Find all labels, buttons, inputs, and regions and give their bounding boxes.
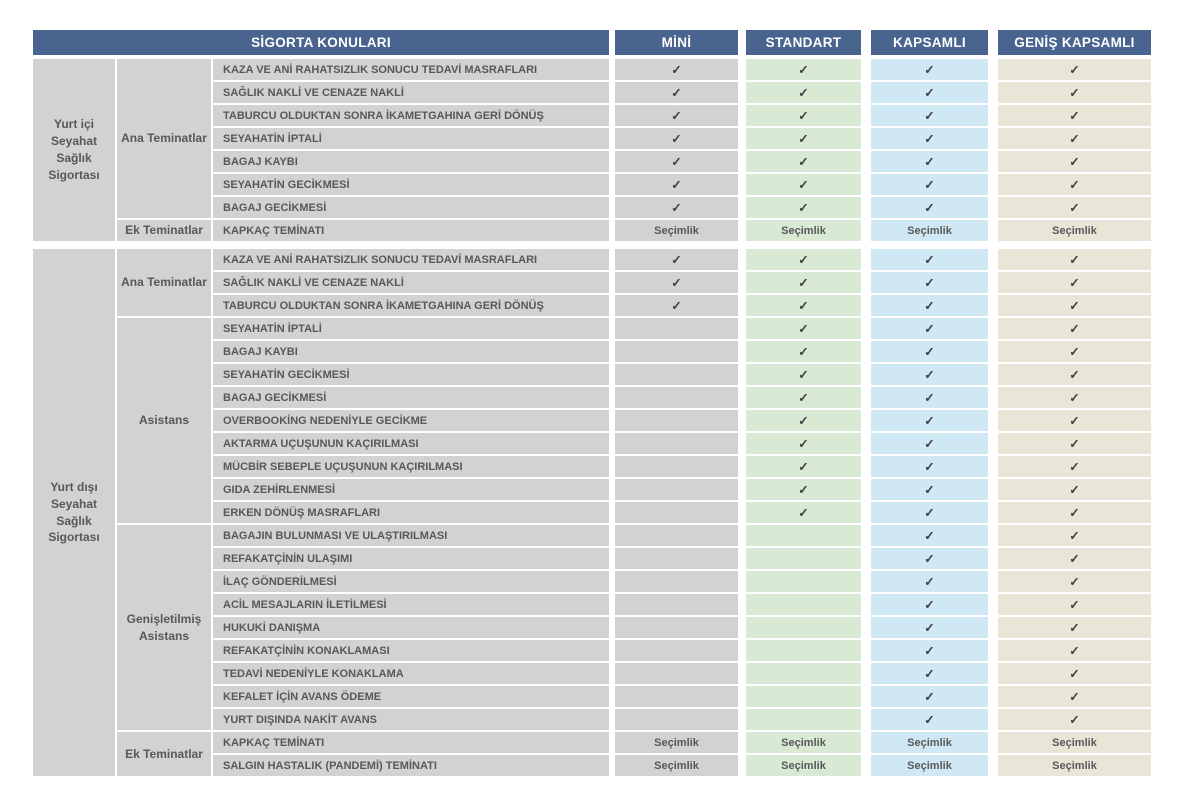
coverage-item: REFAKATÇİNİN KONAKLAMASI xyxy=(213,640,609,661)
plan-cell-genis-kapsamli: ✓ xyxy=(998,502,1151,523)
plan-cell-genis-kapsamli: ✓ xyxy=(998,128,1151,149)
plan-cell-genis-kapsamli: ✓ xyxy=(998,433,1151,454)
plan-cell-standart: ✓ xyxy=(746,197,861,218)
plan-cell-mini xyxy=(615,364,738,385)
header-plan-standart: STANDART xyxy=(746,30,861,55)
plan-cell-kapsamli: ✓ xyxy=(871,594,988,615)
plan-cell-mini xyxy=(615,617,738,638)
coverage-item: ACİL MESAJLARIN İLETİLMESİ xyxy=(213,594,609,615)
plan-cell-genis-kapsamli: ✓ xyxy=(998,197,1151,218)
coverage-item: KAPKAÇ TEMİNATI xyxy=(213,732,609,753)
plan-cell-mini xyxy=(615,502,738,523)
plan-cell-standart: ✓ xyxy=(746,105,861,126)
plan-cell-kapsamli: ✓ xyxy=(871,387,988,408)
plan-cell-genis-kapsamli: ✓ xyxy=(998,82,1151,103)
plan-cell-standart xyxy=(746,571,861,592)
plan-cell-kapsamli: ✓ xyxy=(871,105,988,126)
plan-cell-genis-kapsamli: ✓ xyxy=(998,617,1151,638)
plan-cell-standart xyxy=(746,617,861,638)
coverage-item: BAGAJIN BULUNMASI VE ULAŞTIRILMASI xyxy=(213,525,609,546)
coverage-item: OVERBOOKİNG NEDENİYLE GECİKME xyxy=(213,410,609,431)
subgroup-label: Ek Teminatlar xyxy=(117,220,211,241)
plan-cell-kapsamli: ✓ xyxy=(871,59,988,80)
coverage-item: YURT DIŞINDA NAKİT AVANS xyxy=(213,709,609,730)
plan-cell-mini xyxy=(615,686,738,707)
table-header-row xyxy=(33,30,1184,55)
plan-cell-kapsamli: ✓ xyxy=(871,197,988,218)
plan-cell-genis-kapsamli: Seçimlik xyxy=(998,732,1151,753)
plan-cell-standart: ✓ xyxy=(746,410,861,431)
plan-cell-kapsamli: Seçimlik xyxy=(871,732,988,753)
plan-cell-mini xyxy=(615,341,738,362)
coverage-item: SALGIN HASTALIK (PANDEMİ) TEMİNATI xyxy=(213,755,609,776)
plan-cell-kapsamli: ✓ xyxy=(871,128,988,149)
coverage-item: TABURCU OLDUKTAN SONRA İKAMETGAHINA GERİ DÖNÜŞ xyxy=(213,295,609,316)
group-label: Yurt dışı Seyahat Sağlık Sigortası xyxy=(33,249,115,776)
coverage-item: KAPKAÇ TEMİNATI xyxy=(213,220,609,241)
plan-cell-kapsamli: ✓ xyxy=(871,686,988,707)
plan-cell-standart: ✓ xyxy=(746,456,861,477)
plan-cell-standart: ✓ xyxy=(746,364,861,385)
plan-cell-mini xyxy=(615,456,738,477)
plan-cell-genis-kapsamli: ✓ xyxy=(998,364,1151,385)
plan-cell-mini xyxy=(615,525,738,546)
plan-cell-kapsamli: ✓ xyxy=(871,663,988,684)
plan-cell-mini: Seçimlik xyxy=(615,755,738,776)
plan-cell-genis-kapsamli: ✓ xyxy=(998,709,1151,730)
plan-cell-mini xyxy=(615,663,738,684)
plan-cell-kapsamli: Seçimlik xyxy=(871,755,988,776)
coverage-item: HUKUKİ DANIŞMA xyxy=(213,617,609,638)
plan-cell-kapsamli: Seçimlik xyxy=(871,220,988,241)
plan-cell-genis-kapsamli: ✓ xyxy=(998,387,1151,408)
plan-cell-kapsamli: ✓ xyxy=(871,502,988,523)
plan-cell-standart: ✓ xyxy=(746,249,861,270)
plan-cell-kapsamli: ✓ xyxy=(871,410,988,431)
plan-cell-mini: ✓ xyxy=(615,105,738,126)
plan-cell-genis-kapsamli: ✓ xyxy=(998,341,1151,362)
plan-cell-genis-kapsamli: ✓ xyxy=(998,105,1151,126)
plan-cell-kapsamli: ✓ xyxy=(871,272,988,293)
coverage-item: GIDA ZEHİRLENMESİ xyxy=(213,479,609,500)
plan-cell-standart: ✓ xyxy=(746,502,861,523)
plan-cell-standart xyxy=(746,640,861,661)
plan-cell-kapsamli: ✓ xyxy=(871,479,988,500)
plan-cell-standart: ✓ xyxy=(746,82,861,103)
plan-cell-kapsamli: ✓ xyxy=(871,364,988,385)
plan-cell-kapsamli: ✓ xyxy=(871,341,988,362)
plan-cell-standart: ✓ xyxy=(746,479,861,500)
coverage-item: KEFALET İÇİN AVANS ÖDEME xyxy=(213,686,609,707)
plan-cell-mini: ✓ xyxy=(615,197,738,218)
plan-cell-kapsamli: ✓ xyxy=(871,318,988,339)
plan-cell-standart: ✓ xyxy=(746,151,861,172)
section-1 xyxy=(33,59,1184,241)
plan-cell-standart: ✓ xyxy=(746,59,861,80)
coverage-item: SAĞLIK NAKLİ VE CENAZE NAKLİ xyxy=(213,82,609,103)
plan-cell-genis-kapsamli: ✓ xyxy=(998,548,1151,569)
coverage-item: TABURCU OLDUKTAN SONRA İKAMETGAHINA GERİ DÖNÜŞ xyxy=(213,105,609,126)
plan-cell-kapsamli: ✓ xyxy=(871,571,988,592)
plan-cell-standart: Seçimlik xyxy=(746,755,861,776)
plan-cell-standart: ✓ xyxy=(746,387,861,408)
plan-cell-mini: ✓ xyxy=(615,151,738,172)
coverage-item: KAZA VE ANİ RAHATSIZLIK SONUCU TEDAVİ MASRAFLARI xyxy=(213,249,609,270)
plan-cell-mini: ✓ xyxy=(615,249,738,270)
plan-cell-genis-kapsamli: ✓ xyxy=(998,318,1151,339)
plan-cell-kapsamli: ✓ xyxy=(871,249,988,270)
plan-cell-mini xyxy=(615,410,738,431)
coverage-item: SAĞLIK NAKLİ VE CENAZE NAKLİ xyxy=(213,272,609,293)
coverage-item: BAGAJ GECİKMESİ xyxy=(213,387,609,408)
table-body xyxy=(33,59,1184,776)
plan-cell-mini xyxy=(615,318,738,339)
coverage-item: SEYAHATİN GECİKMESİ xyxy=(213,174,609,195)
plan-cell-genis-kapsamli: ✓ xyxy=(998,272,1151,293)
subgroup-label: Ek Teminatlar xyxy=(117,732,211,776)
plan-cell-kapsamli: ✓ xyxy=(871,456,988,477)
plan-cell-genis-kapsamli: ✓ xyxy=(998,640,1151,661)
plan-cell-mini: Seçimlik xyxy=(615,220,738,241)
plan-cell-genis-kapsamli: ✓ xyxy=(998,59,1151,80)
plan-cell-genis-kapsamli: ✓ xyxy=(998,525,1151,546)
plan-cell-kapsamli: ✓ xyxy=(871,548,988,569)
plan-cell-kapsamli: ✓ xyxy=(871,174,988,195)
group-label: Yurt içi Seyahat Sağlık Sigortası xyxy=(33,59,115,241)
plan-cell-mini: ✓ xyxy=(615,82,738,103)
subgroup-label: Ana Teminatlar xyxy=(117,249,211,316)
plan-cell-standart xyxy=(746,686,861,707)
plan-cell-mini xyxy=(615,433,738,454)
coverage-item: REFAKATÇİNİN ULAŞIMI xyxy=(213,548,609,569)
plan-cell-mini xyxy=(615,571,738,592)
section-2 xyxy=(33,249,1184,776)
plan-cell-mini xyxy=(615,479,738,500)
plan-cell-mini xyxy=(615,387,738,408)
coverage-item: BAGAJ GECİKMESİ xyxy=(213,197,609,218)
header-plan-genis-kapsamli: GENİŞ KAPSAMLI xyxy=(998,30,1151,55)
coverage-item: TEDAVİ NEDENİYLE KONAKLAMA xyxy=(213,663,609,684)
header-plan-mini: MİNİ xyxy=(615,30,738,55)
plan-cell-genis-kapsamli: ✓ xyxy=(998,174,1151,195)
plan-cell-mini xyxy=(615,548,738,569)
plan-cell-standart xyxy=(746,709,861,730)
plan-cell-genis-kapsamli: ✓ xyxy=(998,151,1151,172)
plan-cell-standart: ✓ xyxy=(746,128,861,149)
coverage-item: AKTARMA UÇUŞUNUN KAÇIRILMASI xyxy=(213,433,609,454)
coverage-item: BAGAJ KAYBI xyxy=(213,151,609,172)
plan-cell-genis-kapsamli: ✓ xyxy=(998,456,1151,477)
plan-cell-mini: ✓ xyxy=(615,128,738,149)
subgroup-label: Ana Teminatlar xyxy=(117,59,211,218)
coverage-item: KAZA VE ANİ RAHATSIZLIK SONUCU TEDAVİ MASRAFLARI xyxy=(213,59,609,80)
plan-cell-genis-kapsamli: ✓ xyxy=(998,295,1151,316)
header-plan-kapsamli: KAPSAMLI xyxy=(871,30,988,55)
plan-cell-mini: ✓ xyxy=(615,59,738,80)
plan-cell-mini: ✓ xyxy=(615,295,738,316)
plan-cell-mini xyxy=(615,640,738,661)
plan-cell-kapsamli: ✓ xyxy=(871,709,988,730)
plan-cell-genis-kapsamli: ✓ xyxy=(998,594,1151,615)
plan-cell-standart xyxy=(746,525,861,546)
coverage-item: MÜCBİR SEBEPLE UÇUŞUNUN KAÇIRILMASI xyxy=(213,456,609,477)
plan-cell-kapsamli: ✓ xyxy=(871,433,988,454)
plan-cell-genis-kapsamli: ✓ xyxy=(998,249,1151,270)
plan-cell-standart xyxy=(746,548,861,569)
plan-cell-kapsamli: ✓ xyxy=(871,640,988,661)
coverage-item: SEYAHATİN İPTALİ xyxy=(213,318,609,339)
plan-cell-kapsamli: ✓ xyxy=(871,525,988,546)
plan-cell-kapsamli: ✓ xyxy=(871,151,988,172)
coverage-item: SEYAHATİN GECİKMESİ xyxy=(213,364,609,385)
plan-cell-standart xyxy=(746,594,861,615)
plan-cell-genis-kapsamli: ✓ xyxy=(998,479,1151,500)
plan-cell-kapsamli: ✓ xyxy=(871,295,988,316)
plan-cell-standart: Seçimlik xyxy=(746,732,861,753)
plan-cell-standart: ✓ xyxy=(746,295,861,316)
subgroup-label: Asistans xyxy=(117,318,211,523)
plan-cell-mini: ✓ xyxy=(615,272,738,293)
plan-cell-standart: ✓ xyxy=(746,318,861,339)
plan-cell-genis-kapsamli: Seçimlik xyxy=(998,220,1151,241)
plan-cell-genis-kapsamli: ✓ xyxy=(998,571,1151,592)
coverage-item: İLAÇ GÖNDERİLMESİ xyxy=(213,571,609,592)
plan-cell-standart: ✓ xyxy=(746,433,861,454)
plan-cell-genis-kapsamli: ✓ xyxy=(998,686,1151,707)
plan-cell-standart: Seçimlik xyxy=(746,220,861,241)
plan-cell-mini xyxy=(615,709,738,730)
plan-cell-standart xyxy=(746,663,861,684)
coverage-item: ERKEN DÖNÜŞ MASRAFLARI xyxy=(213,502,609,523)
plan-cell-standart: ✓ xyxy=(746,174,861,195)
plan-cell-genis-kapsamli: Seçimlik xyxy=(998,755,1151,776)
plan-cell-genis-kapsamli: ✓ xyxy=(998,663,1151,684)
plan-cell-standart: ✓ xyxy=(746,341,861,362)
subgroup-label: Genişletilmiş Asistans xyxy=(117,525,211,730)
plan-cell-genis-kapsamli: ✓ xyxy=(998,410,1151,431)
header-sigorta-konulari: SİGORTA KONULARI xyxy=(33,30,609,55)
coverage-item: SEYAHATİN İPTALİ xyxy=(213,128,609,149)
coverage-item: BAGAJ KAYBI xyxy=(213,341,609,362)
plan-cell-mini: Seçimlik xyxy=(615,732,738,753)
plan-cell-kapsamli: ✓ xyxy=(871,82,988,103)
plan-cell-mini: ✓ xyxy=(615,174,738,195)
plan-cell-kapsamli: ✓ xyxy=(871,617,988,638)
plan-cell-standart: ✓ xyxy=(746,272,861,293)
plan-cell-mini xyxy=(615,594,738,615)
